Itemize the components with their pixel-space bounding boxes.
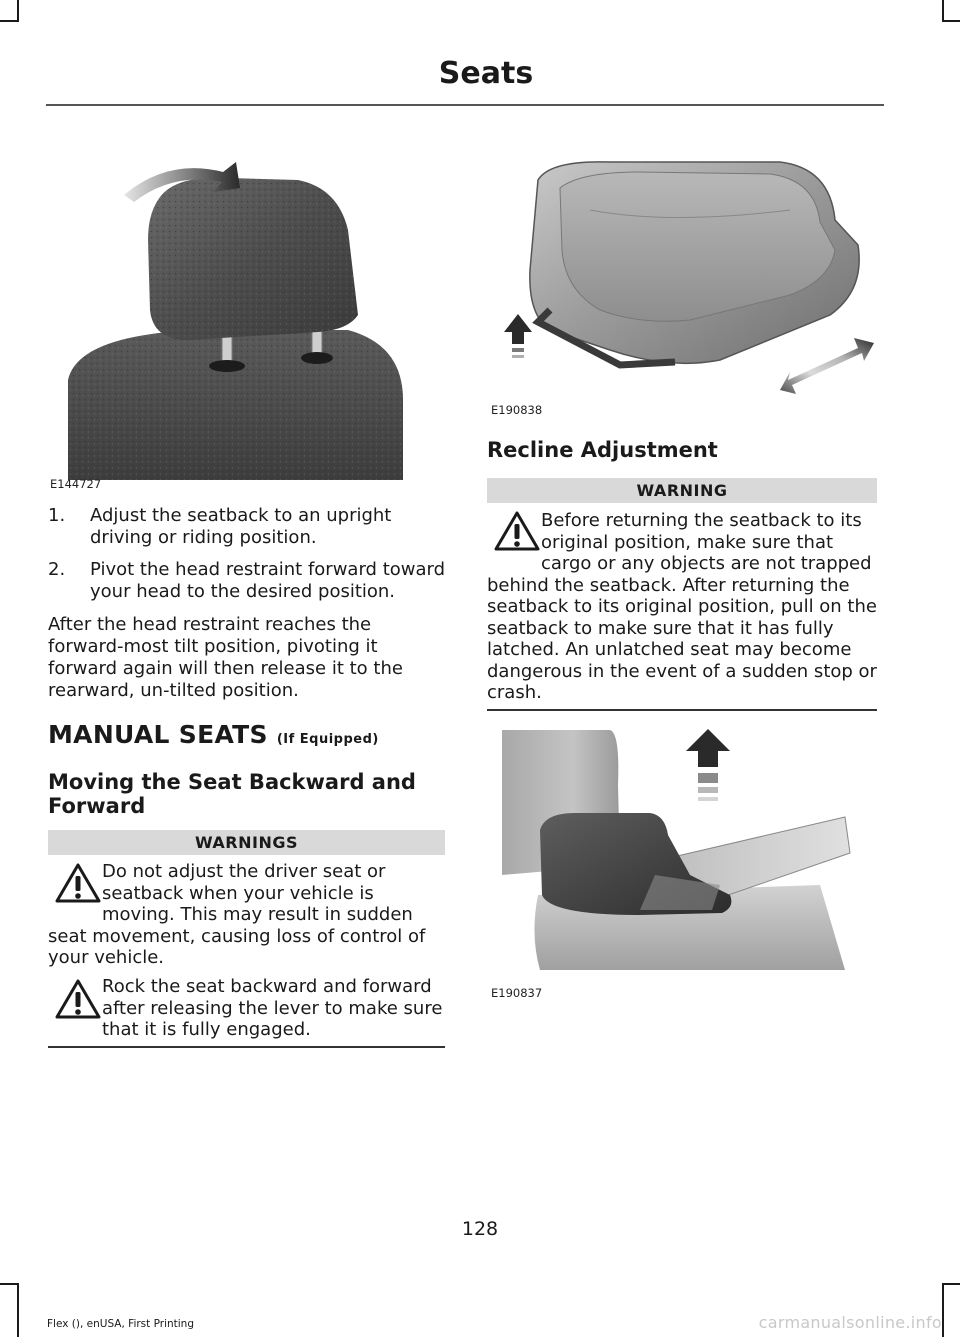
crop-mark (17, 1283, 19, 1337)
page-number: 128 (461, 1218, 499, 1240)
print-footer: Flex (), enUSA, First Printing (47, 1318, 194, 1330)
warning-line: after releasing the lever to make sure (102, 997, 443, 1019)
header-rule (46, 104, 884, 106)
warning-line: cargo or any objects are not trapped (541, 553, 872, 574)
step-text: Pivot the head restraint forward toward your head to the desired position. (90, 559, 446, 602)
list-item (48, 559, 448, 603)
crop-mark (17, 0, 19, 22)
warning-text (48, 976, 448, 1041)
crop-mark (0, 1283, 19, 1285)
warning-line: seatback when your vehicle is (102, 882, 374, 904)
step-text: Adjust the seatback to an upright driving or riding position. (90, 505, 392, 548)
figure-code: E190838 (491, 403, 543, 417)
warning-line: original position, make sure that (541, 531, 834, 553)
crop-mark (942, 20, 960, 22)
headrest-illustration (48, 140, 448, 480)
warning-line: Before returning the seatback to its (541, 510, 862, 531)
section-heading-text: MANUAL SEATS (48, 720, 268, 749)
warnings-bar: WARNINGS (48, 830, 445, 855)
figure-code: E144727 (50, 477, 102, 491)
warning-line: that it is fully engaged. (102, 1019, 311, 1040)
warning-line: Do not adjust the driver seat or (102, 861, 386, 882)
warning-end-rule (48, 1046, 445, 1048)
page-title: Seats (438, 56, 534, 91)
figure-code: E190837 (491, 986, 543, 1000)
instruction-list (48, 505, 448, 613)
warning-bar: WARNING (487, 478, 877, 503)
warning-text (487, 510, 880, 704)
step-number: 1. (48, 505, 66, 526)
warning-end-rule (487, 709, 877, 711)
tilt-paragraph: After the head restraint reaches the forward-most tilt position, pivoting it forward again will then release it to the rearward, un-tilted position. (48, 614, 403, 701)
warning-line: behind the seatback. After returning the seatback to its original position, pull on the seatback to make sure that it has fully latched. An unlatched seat may become dangerous in the event of a sudden stop or crash. (487, 574, 877, 703)
crop-mark (0, 20, 19, 22)
crop-mark (942, 1283, 944, 1337)
crop-mark (942, 1283, 960, 1285)
warning-line: Rock the seat backward and forward (102, 976, 432, 997)
seat-cushion-illustration (490, 150, 885, 400)
warning-line: seat movement, causing loss of control of your vehicle. (48, 925, 426, 968)
warning-line: moving. This may result in sudden (102, 904, 413, 925)
section-qualifier: (If Equipped) (276, 732, 379, 747)
subsection-heading: Moving the Seat Backward and Forward (48, 770, 416, 818)
warning-text (48, 861, 448, 969)
step-number: 2. (48, 559, 66, 580)
crop-mark (942, 0, 944, 22)
section-heading (48, 720, 379, 749)
list-item (48, 505, 448, 549)
subsection-heading: Recline Adjustment (487, 438, 718, 462)
watermark: carmanualsonline.info (758, 1313, 942, 1332)
recline-lever-illustration (490, 725, 860, 990)
